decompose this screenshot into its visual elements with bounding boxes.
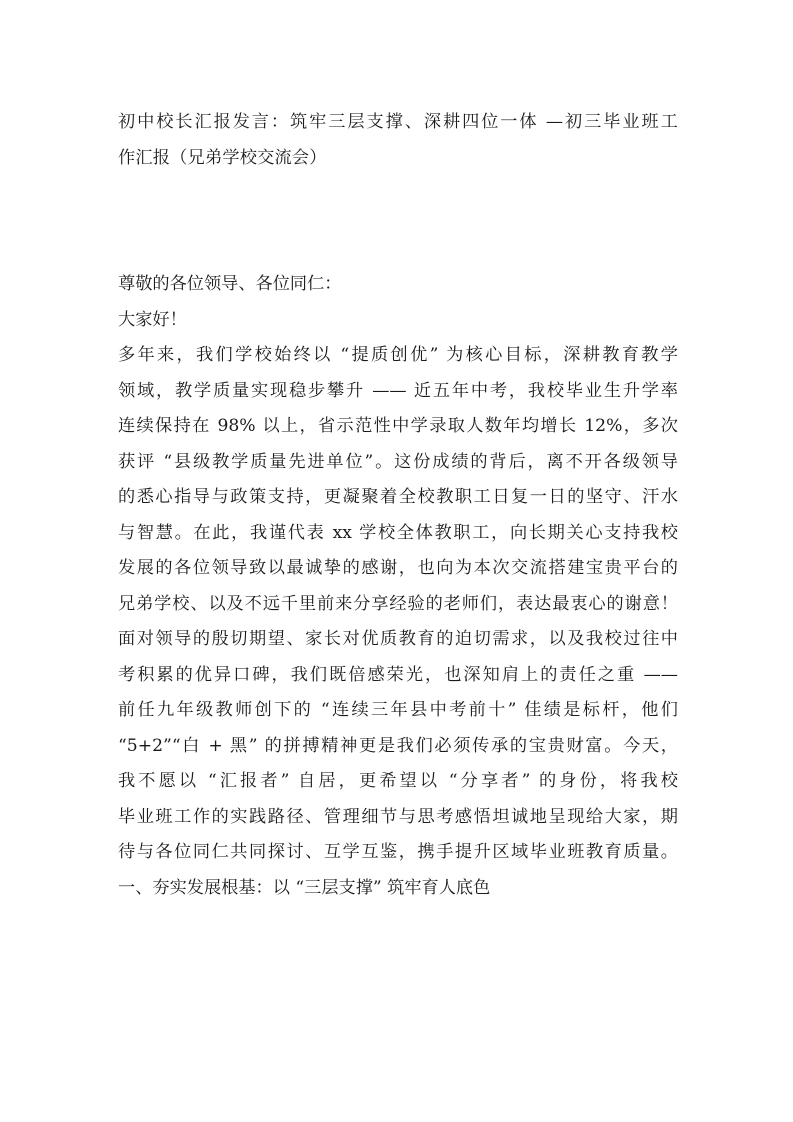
paragraph-line: 待与各位同仁共同探讨、互学互鉴，携手提升区域毕业班教育质量。 — [118, 842, 678, 862]
paragraph-line: 兄弟学校、以及不远千里前来分享经验的老师们，表达最衷心的谢意！ — [118, 593, 678, 614]
salutation: 尊敬的各位领导、各位同仁： — [118, 274, 342, 294]
title-line-2: 作汇报（兄弟学校交流会） — [118, 147, 327, 168]
paragraph-line: 我不愿以 “汇报者” 自居，更希望以 “分享者” 的身份，将我校 — [118, 771, 678, 791]
paragraph-line: 前任九年级教师创下的 “连续三年县中考前十” 佳绩是标杆，他们 — [118, 700, 678, 720]
paragraph-line: 与智慧。在此，我谨代表 xx 学校全体教职工，向长期关心支持我校 — [118, 522, 678, 543]
paragraph-line: 领域，教学质量实现稳步攀升 —— 近五年中考，我校毕业生升学率 — [118, 380, 678, 401]
paragraph-line: 面对领导的殷切期望、家长对优质教育的迫切需求，以及我校过往中 — [118, 629, 678, 649]
document-body — [118, 267, 678, 906]
paragraph-line: 获评 “县级教学质量先进单位”。这份成绩的背后，离不开各级领导 — [118, 451, 678, 472]
document-title — [118, 104, 678, 175]
title-line-1: 初中校长汇报发言：筑牢三层支撑、深耕四位一体 —初三毕业班工 — [118, 112, 678, 132]
paragraph-line: 考积累的优异口碑，我们既倍感荣光，也深知肩上的责任之重 —— — [118, 664, 678, 685]
paragraph-line: 连续保持在 98% 以上，省示范性中学录取人数年均增长 12%，多次 — [118, 416, 678, 436]
paragraph-line: 的悉心指导与政策支持，更凝聚着全校教职工日复一日的坚守、汗水 — [118, 487, 678, 507]
paragraph-line: 发展的各位领导致以最诚挚的感谢，也向为本次交流搭建宝贵平台的 — [118, 558, 678, 578]
section-heading: 一、夯实发展根基：以 “三层支撑” 筑牢育人底色 — [118, 877, 491, 898]
paragraph-line: 毕业班工作的实践路径、管理细节与思考感悟坦诚地呈现给大家，期 — [118, 806, 678, 827]
greeting: 大家好！ — [118, 309, 187, 330]
paragraph-line: “5+2”“白 + 黑” 的拼搏精神更是我们必须传承的宝贵财富。今天， — [118, 735, 678, 756]
paragraph-line: 多年来，我们学校始终以 “提质创优” 为核心目标，深耕教育教学 — [118, 345, 678, 365]
